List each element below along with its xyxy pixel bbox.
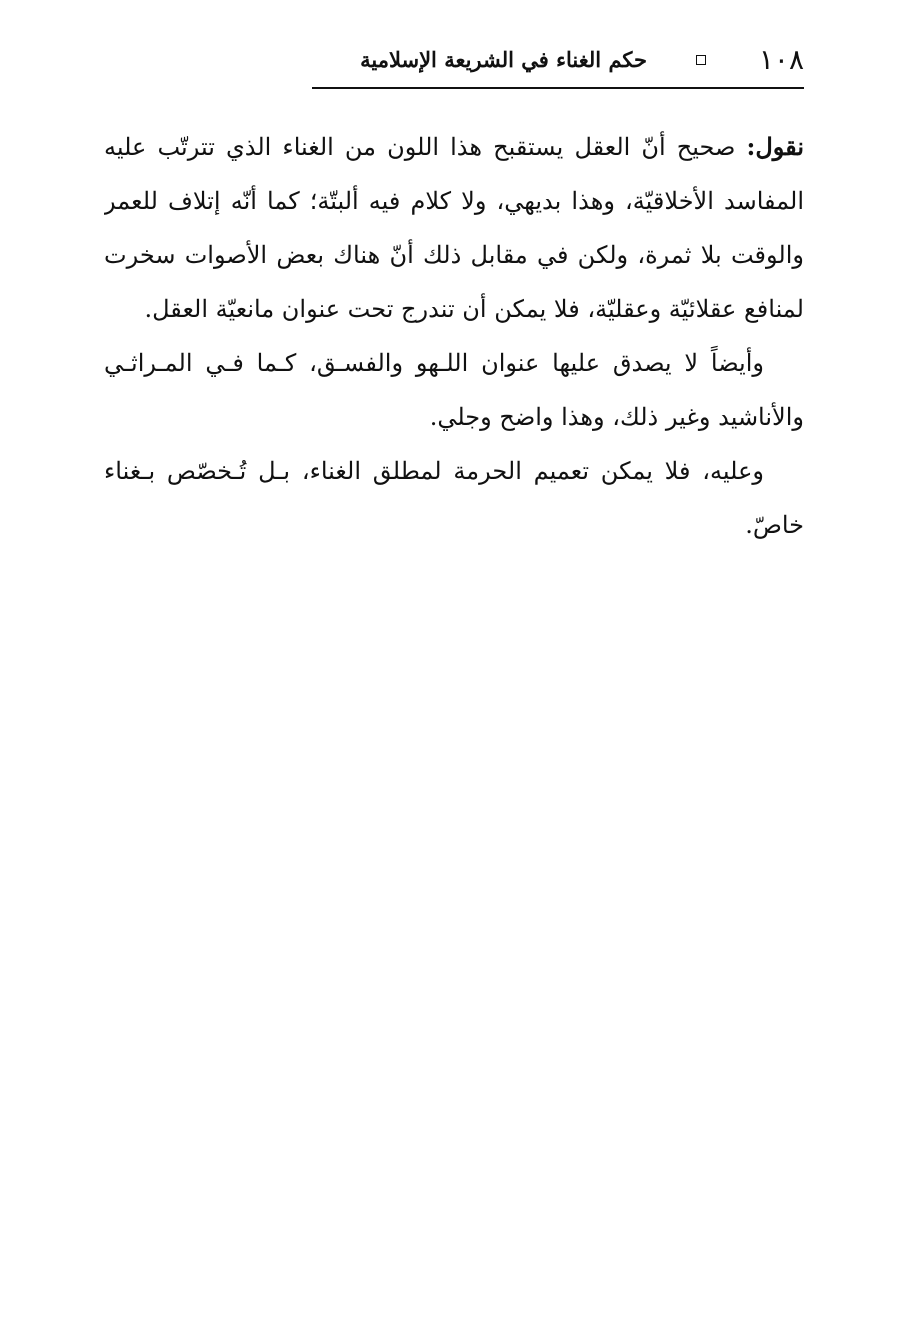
text-line: وعليه، فلا يمكن تعميم الحرمة لمطلق الغناء، بـل تُـخصّص بـغناء xyxy=(104,457,764,485)
paragraph xyxy=(104,444,804,552)
text-line xyxy=(104,120,804,174)
running-title: حكم الغناء في الشريعة الإسلامية xyxy=(360,47,647,72)
text-line: والأناشيد وغير ذلك، وهذا واضح وجلي. xyxy=(429,403,804,431)
text-line: والوقت بلا ثمرة، ولكن في مقابل ذلك أنّ هناك بعض الأصوات سخرت xyxy=(104,241,804,269)
square-ornament-icon xyxy=(696,55,706,65)
text-line: وأيضاً لا يصدق عليها عنوان اللـهو والفسـق، كـما فـي المـراثـي xyxy=(104,349,764,377)
page-header xyxy=(312,36,804,88)
paragraph xyxy=(104,336,804,444)
text-line: خاصّ. xyxy=(745,511,804,539)
body-text xyxy=(104,120,804,552)
paragraph xyxy=(104,120,804,336)
text-line: المفاسد الأخلاقيّة، وهذا بديهي، ولا كلام فيه ألبتّة؛ كما أنّه إتلاف للعمر xyxy=(104,187,804,215)
paragraph-lead: نقول: xyxy=(746,132,804,161)
text-line: لمنافع عقلائيّة وعقليّة، فلا يمكن أن تندرج تحت عنوان مانعيّة العقل. xyxy=(144,295,804,323)
header-rule xyxy=(312,87,804,89)
page-number: ١٠٨ xyxy=(758,43,804,76)
line-text: صحيح أنّ العقل يستقبح هذا اللون من الغناء الذي تترتّب عليه xyxy=(104,133,736,161)
